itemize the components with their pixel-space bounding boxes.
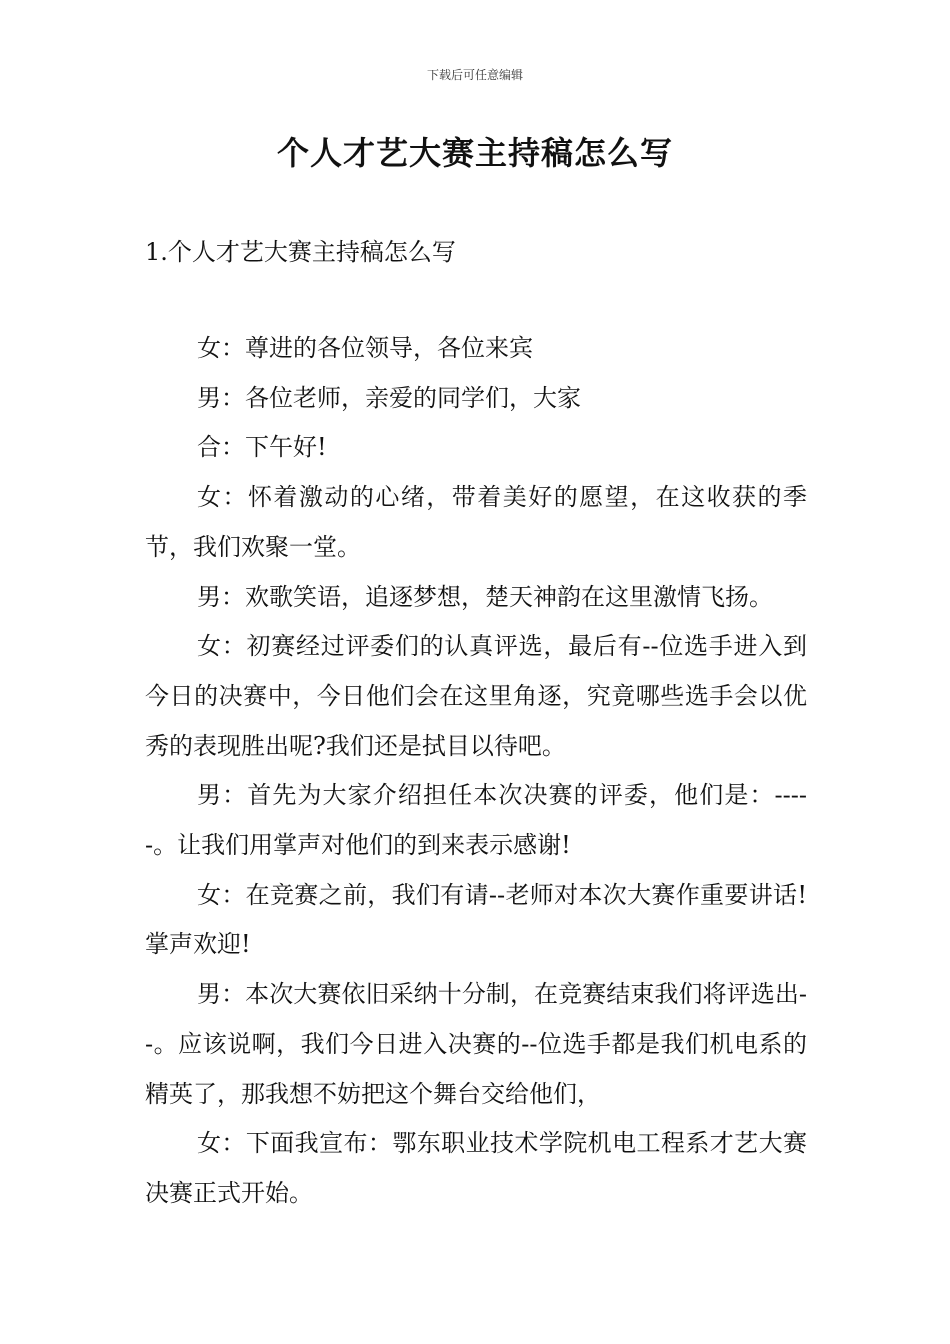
paragraph: 合：下午好! [197, 433, 327, 462]
header-note: 下载后可任意编辑 [426, 68, 523, 82]
paragraph: 女：怀着激动的心绪，带着美好的愿望，在这收获的季节，我们欢聚一堂。 [145, 483, 807, 561]
body-text [145, 324, 807, 1219]
paragraph: 女：尊进的各位领导，各位来宾 [197, 334, 533, 362]
paragraph: 女：下面我宣布：鄂东职业技术学院机电工程系才艺大赛决赛正式开始。 [145, 1129, 807, 1207]
section-heading: 1.个人才艺大赛主持稿怎么写 [145, 238, 456, 266]
paragraph: 男：本次大赛依旧采纳十分制，在竞赛结束我们将评选出--。应该说啊，我们今日进入决赛的--位选手都是我们机电系的精英了，那我想不妨把这个舞台交给他们， [145, 980, 807, 1108]
paragraph: 女：在竞赛之前，我们有请--老师对本次大赛作重要讲话!掌声欢迎! [145, 880, 807, 959]
document-title: 个人才艺大赛主持稿怎么写 [276, 134, 673, 172]
paragraph: 女：初赛经过评委们的认真评选，最后有--位选手进入到今日的决赛中，今日他们会在这里角逐，究竟哪些选手会以优秀的表现胜出呢?我们还是拭目以待吧。 [145, 632, 807, 760]
paragraph: 男：首先为大家介绍担任本次决赛的评委，他们是：-----。让我们用掌声对他们的到来表示感谢! [145, 781, 807, 860]
paragraph: 男：各位老师，亲爱的同学们，大家 [197, 383, 581, 412]
paragraph: 男：欢歌笑语，追逐梦想，楚天神韵在这里激情飞扬。 [197, 582, 773, 611]
